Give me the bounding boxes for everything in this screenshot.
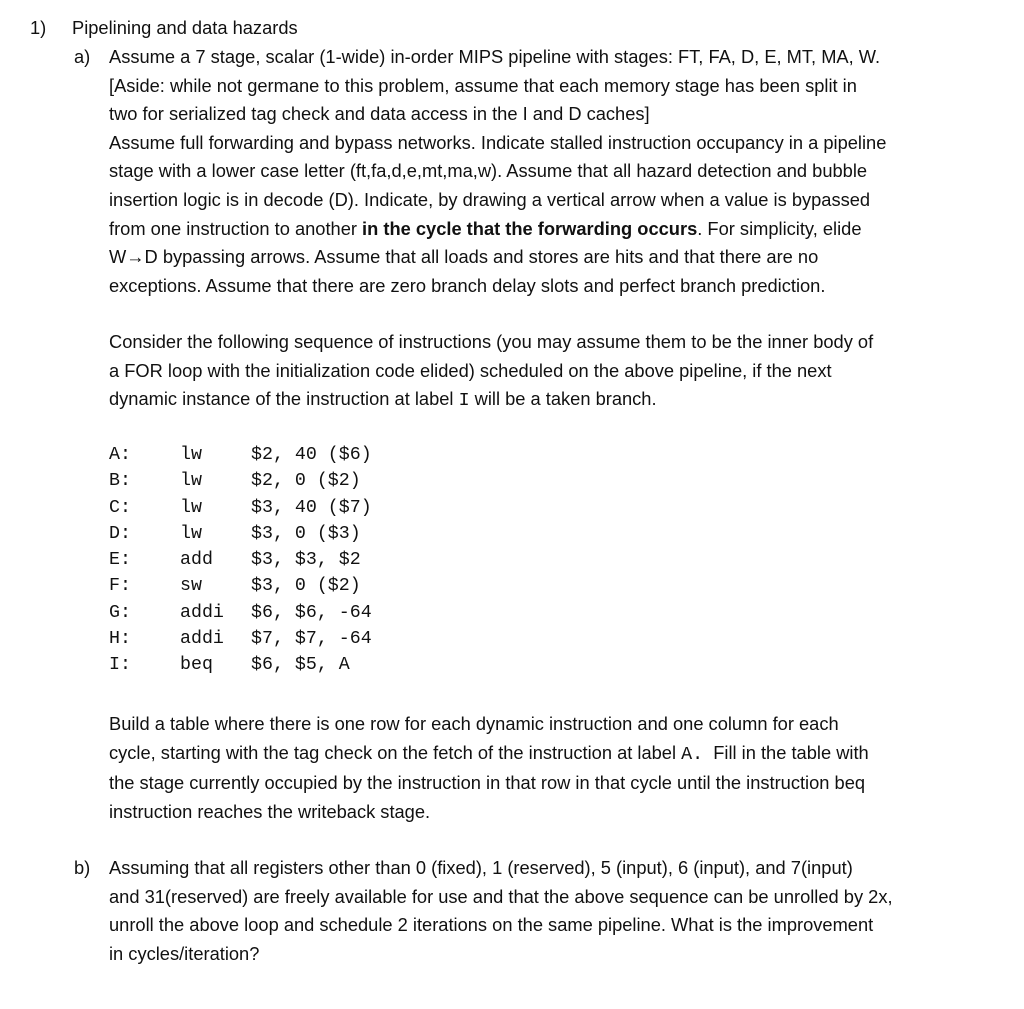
part-b-paragraph — [109, 854, 999, 968]
text-line — [109, 739, 999, 770]
instruction-label: F: — [109, 576, 131, 597]
instruction-row — [109, 442, 372, 468]
text-span: . For simplicity, elide — [697, 217, 862, 239]
bold-emphasis: in the cycle that the forwarding occurs — [362, 217, 698, 239]
build-table-paragraph — [109, 710, 999, 826]
text-line — [109, 385, 999, 416]
text-line: Assume full forwarding and bypass networks. Indicate stalled instruction occupancy in a pipeline — [109, 131, 887, 153]
instruction-label: H: — [109, 629, 131, 650]
instruction-row — [109, 600, 372, 626]
instruction-listing — [109, 442, 372, 679]
instruction-operands: $2, 0 ($2) — [251, 471, 361, 492]
text-line: insertion logic is in decode (D). Indicate, by drawing a vertical arrow when a value is bypassed — [109, 188, 871, 210]
text-line: unroll the above loop and schedule 2 iterations on the same pipeline. What is the improvement — [109, 914, 874, 936]
text-span: cycle, starting with the tag check on the fetch of the instruction at label — [109, 741, 682, 763]
text-line: Consider the following sequence of instructions (you may assume them to be the inner body of — [109, 331, 874, 352]
text-line: stage with a lower case letter (ft,fa,d,e,mt,ma,w). Assume that all hazard detection and bubble — [109, 160, 868, 182]
instruction-row — [109, 626, 372, 652]
text-line: Assuming that all registers other than 0 (fixed), 1 (reserved), 5 (input), 6 (input), and 7(input) — [109, 857, 853, 878]
instruction-operands: $3, 0 ($2) — [251, 576, 361, 597]
question-title: Pipelining and data hazards — [72, 17, 298, 38]
text-line: instruction reaches the writeback stage. — [109, 800, 431, 822]
text-span: from one instruction to another — [109, 217, 363, 239]
text-span: dynamic instance of the instruction at label — [109, 388, 459, 410]
instruction-label: E: — [109, 550, 131, 571]
instruction-opcode: lw — [180, 445, 202, 465]
instruction-opcode: addi — [180, 629, 224, 650]
instruction-opcode: beq — [180, 655, 213, 676]
instruction-opcode: sw — [180, 576, 202, 597]
instruction-label: A: — [109, 445, 131, 465]
text-line: two for serialized tag check and data access in the I and D caches] — [109, 103, 650, 125]
instruction-operands: $3, $3, $2 — [251, 550, 361, 571]
instruction-label: D: — [109, 523, 131, 544]
code-label: A. — [681, 744, 704, 765]
instruction-opcode: lw — [180, 471, 202, 492]
text-line: the stage currently occupied by the instruction in that row in that cycle until the instruction beq — [109, 772, 866, 794]
instruction-label: B: — [109, 471, 131, 492]
text-line: exceptions. Assume that there are zero branch delay slots and perfect branch prediction. — [109, 274, 826, 296]
consider-paragraph — [109, 328, 999, 416]
text-line: and 31(reserved) are freely available for use and that the above sequence can be unrolled by 2x, — [109, 885, 893, 907]
instruction-label: G: — [109, 602, 131, 623]
instruction-opcode: addi — [180, 602, 224, 623]
question-heading — [30, 14, 298, 43]
text-line: in cycles/iteration? — [109, 942, 260, 964]
instruction-row — [109, 468, 372, 494]
text-line — [109, 215, 999, 244]
text-span: will be a taken branch. — [469, 388, 657, 410]
instruction-row — [109, 495, 372, 521]
instruction-opcode: lw — [180, 523, 202, 544]
text-line: [Aside: while not germane to this problem, assume that each memory stage has been split in — [109, 74, 857, 96]
instruction-operands: $3, 40 ($7) — [251, 497, 372, 518]
part-a-paragraph — [109, 43, 999, 300]
instruction-operands: $2, 40 ($6) — [251, 445, 372, 465]
instruction-operands: $7, $7, -64 — [251, 629, 372, 650]
instruction-operands: $6, $5, A — [251, 655, 350, 676]
instruction-opcode: add — [180, 550, 213, 571]
text-line: Build a table where there is one row for each dynamic instruction and one column for each — [109, 713, 839, 734]
part-a-label: a) — [74, 46, 91, 67]
code-label: I — [458, 391, 470, 412]
instruction-label: I: — [109, 655, 131, 676]
question-number: 1) — [30, 17, 47, 38]
instruction-operands: $6, $6, -64 — [251, 602, 372, 623]
text-span: Fill in the table with — [703, 741, 869, 763]
instruction-label: C: — [109, 497, 131, 518]
instruction-row — [109, 652, 372, 678]
text-line: W→D bypassing arrows. Assume that all loads and stores are hits and that there are no — [109, 246, 819, 268]
instruction-row — [109, 547, 372, 573]
instruction-operands: $3, 0 ($3) — [251, 523, 361, 544]
instruction-opcode: lw — [180, 497, 202, 518]
instruction-row — [109, 521, 372, 547]
text-line: a FOR loop with the initialization code elided) scheduled on the above pipeline, if the next — [109, 359, 832, 381]
part-b-label: b) — [74, 857, 91, 878]
text-line: Assume a 7 stage, scalar (1-wide) in-order MIPS pipeline with stages: FT, FA, D, E, MT, MA, W. — [109, 46, 881, 67]
instruction-row — [109, 573, 372, 599]
